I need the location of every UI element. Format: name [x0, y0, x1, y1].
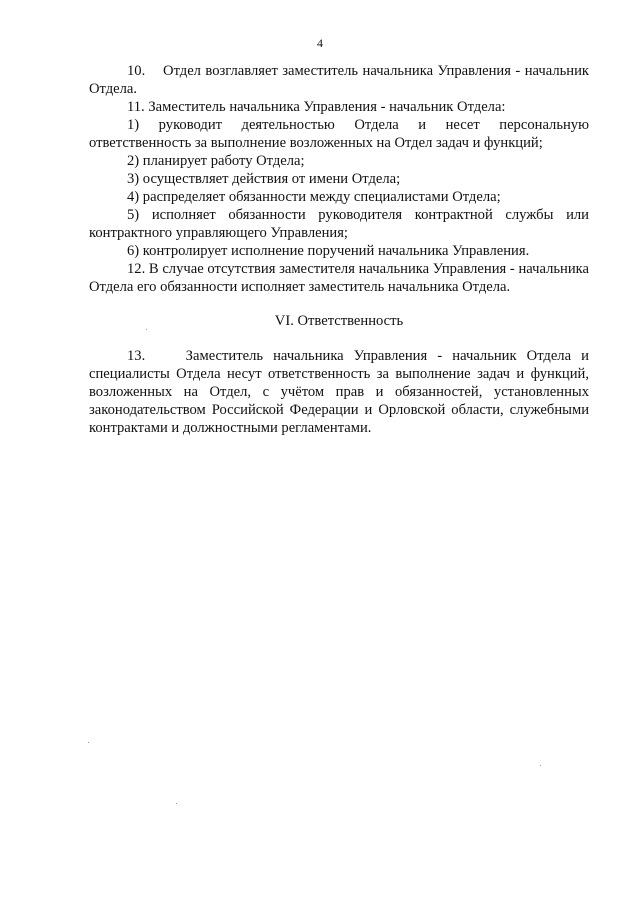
paragraph-11-item-6: 6) контролирует исполнение поручений начальника Управления. [127, 243, 530, 259]
document-body [89, 62, 589, 437]
paragraph-10: 10. Отдел возглавляет заместитель начальника Управления - начальник Отдела. [89, 63, 589, 97]
page-number: 4 [317, 36, 323, 50]
paragraph-11-item-5: 5) исполняет обязанности руководителя контрактной службы или контрактного управляющего Управления; [89, 207, 589, 241]
paragraph-11-intro: 11. Заместитель начальника Управления - начальник Отдела: [127, 99, 506, 115]
paragraph-11-item-3: 3) осуществляет действия от имени Отдела; [127, 171, 401, 187]
paragraph-11-item-4: 4) распределяет обязанности между специалистами Отдела; [127, 189, 501, 205]
section-heading: VI. Ответственность [274, 313, 404, 329]
paragraph-11-item-1: 1) руководит деятельностью Отдела и несет персональную ответственность за выполнение возложенных на Отдел задач и функций; [89, 117, 589, 151]
paragraph-11-item-2: 2) планирует работу Отдела; [127, 153, 305, 169]
paragraph-12: 12. В случае отсутствия заместителя начальника Управления - начальника Отдела его обязанности исполняет заместитель начальника Отдела. [89, 261, 589, 295]
paragraph-13: 13. Заместитель начальника Управления - начальник Отдела и специалисты Отдела несут ответственность за выполнение задач и функций, возложенных на Отдел, с учётом прав и обязанностей, установленных законодательством Российской Федерации и Орловской области, служебными контрактами и должностными регламентами. [89, 348, 589, 436]
